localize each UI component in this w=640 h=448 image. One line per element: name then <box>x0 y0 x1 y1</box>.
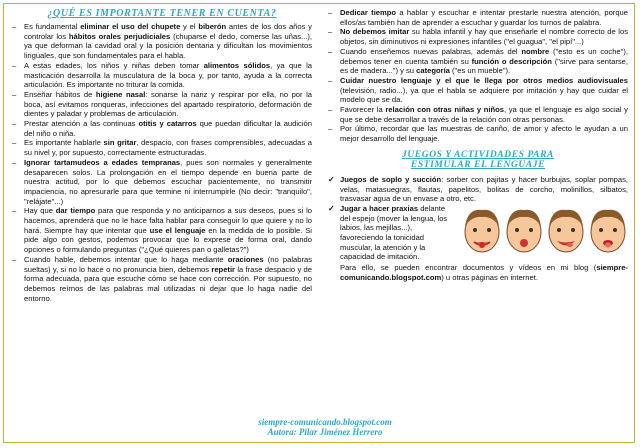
list-item: – Hay que dar tiempo para que responda y no anticiparnos a sus deseos, pues si lo hacemos, aprenderá que no le hace falta hablar para conseguir lo que quiere y no lo hará. Siempre hay que intentar que use el lenguaje en la medida de lo posible. Si pide algo con gestos, podemos provocar que lo exprese de forma oral, dando opciones o formulando preguntas ("¿Qué quieres pan o galletas?") <box>12 206 312 255</box>
left-heading: ¿QUÉ ES IMPORTANTE TENER EN CUENTA? <box>47 8 277 19</box>
game-text: Juegos de soplo y succión: sorber con pajitas y hacer burbujas, soplar pompas, velas, matasuegras, flautas, papelitos, bolitas de corcho, molinillos, silbatos, trasvasar agua de un envase a otro, etc. <box>340 174 628 204</box>
list-item: – Ignorar tartamudeos a edades tempranas, pues son normales y generalmente desaparecen solos. La prolongación en el tiempo depende en buena parte de nuestra actitud, por lo que debemos escuchar pacientemente, no transmitir impaciencia, no apresurarle para que termine ni interrumpirle (No decir: "tranquilo", "relájate"...) <box>12 158 312 207</box>
games-list <box>328 175 628 262</box>
author-credit: Autora: Pilar Jiménez Herrero <box>267 427 383 437</box>
list-item: – Cuidar nuestro lenguaje y el que le llega por otros medios audiovisuales (televisión, radio...), ya que el habla se adquiere por imitación y hay que cuidar el modelo que se da. <box>328 76 628 105</box>
tips-list <box>12 22 312 303</box>
list-item: – Dedicar tiempo a hablar y escuchar e intentar prestarle nuestra atención, porque ellos/as también han de aprender a escuchar y guardar los turnos de palabra. <box>328 8 628 27</box>
list-item: – Por último, recordar que las muestras de cariño, de amor y afecto le ayudan a un mejor desarrollo del lenguaje. <box>328 124 628 143</box>
blog-url[interactable]: siempre-comunicando.blogspot.com <box>258 417 392 427</box>
list-item: – Favorecer la relación con otras niñas y niños, ya que el lenguaje es algo social y que se debe desarrollar a través de la relación con otras personas. <box>328 105 628 124</box>
child-face-icon <box>588 204 628 260</box>
list-item: – Es importante hablarle sin gritar, despacio, con frases comprensibles, adecuadas a su nivel y, por supuesto, correctamente estructuradas. <box>12 138 312 157</box>
list-item: – No debemos imitar su habla infantil y hay que enseñarle el nombre correcto de los objetos, sin diminutivos ni expresiones infantiles ("el guagua", "el pipí"...) <box>328 27 628 46</box>
list-item: – Es fundamental eliminar el uso del chupete y el biberón antes de los dos años y controlar los hábitos orales perjudiciales (chuparse el dedo, comerse las uñas...), ya que deforman la cavidad oral y la posición dentaria y dificultan los movimientos linguales, que son fundamentales para el habla. <box>12 22 312 61</box>
check-icon: ✓ <box>328 203 335 213</box>
child-face-icon <box>504 204 544 260</box>
child-face-icon <box>546 204 586 260</box>
games-heading-line2: ESTIMULAR EL LENGUAJE <box>410 160 546 171</box>
tips-list-continued <box>328 8 628 144</box>
list-item: – Cuando hable, debemos intentar que lo haga mediante oraciones (no palabras sueltas) y, si no lo hace o no pronuncia bien, debemos repetir la frase despacio y de forma adecuada, para que escuche cómo se hace con corrección. Por supuesto, no debemos reírnos de las palabras mal utilizadas ni dejar que lo haga nadie del entorno. <box>12 255 312 304</box>
praxias-block <box>340 204 628 262</box>
game-text: Jugar a hacer praxias delante del espejo (mover la lengua, los labios, las mejillas...), favoreciendo la tonicidad muscular, la atención y la capacidad de imitación. <box>340 203 448 262</box>
child-face-icon <box>462 204 502 260</box>
list-item: – A estas edades, los niños y niñas deben tomar alimentos sólidos, ya que la masticación desarrolla la musculatura de la boca y, por tanto, ayuda a la correcta articulación. Es importante no triturar la comida. <box>12 61 312 90</box>
list-item: – Enseñar hábitos de higiene nasal: sonarse la nariz y respirar por ella, no por la boca, así evitamos ronqueras, infecciones del apartado respiratorio, deformación de dientes y paladar y problemas de articulación. <box>12 90 312 119</box>
games-heading <box>328 150 628 171</box>
check-icon: ✓ <box>328 174 335 184</box>
list-item <box>328 175 628 204</box>
final-note: Para ello, se pueden encontrar documentos y vídeos en mi blog (siempre-comunicando.blogspot.com) u otras páginas en internet. <box>340 263 628 282</box>
list-item: – Cuando enseñemos nuevas palabras, además del nombre ("esto es un coche"), debemos tener en cuenta también su función o descripción ("sirve para sentarse, es de madera...") y su categoría ("es un mueble"). <box>328 47 628 76</box>
list-item <box>328 204 628 262</box>
list-item: – Prestar atención a las continuas otitis y catarros que puedan dificultar la audición del niño o niña. <box>12 119 312 138</box>
games-heading-line1: JUEGOS Y ACTIVIDADES PARA <box>402 149 554 160</box>
left-column <box>12 8 312 303</box>
right-column <box>328 8 628 283</box>
praxias-illustration <box>462 204 628 260</box>
